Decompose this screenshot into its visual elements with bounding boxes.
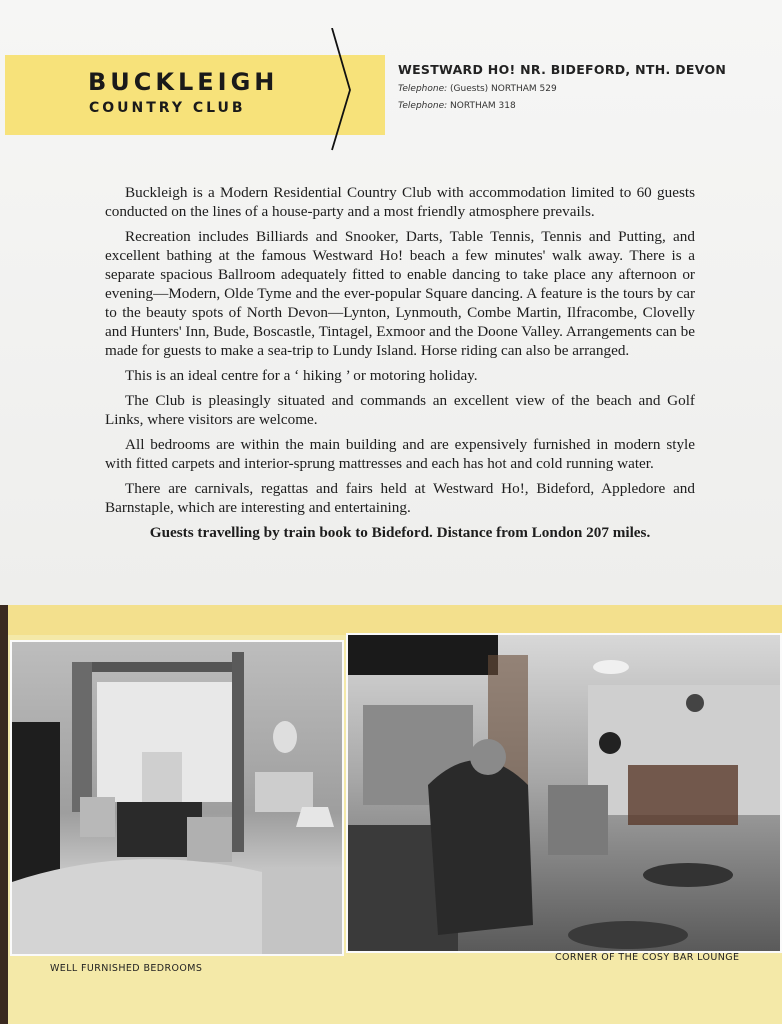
page-edge <box>0 605 8 1024</box>
bar-lounge-illustration <box>348 635 780 951</box>
paragraph: All bedrooms are within the main building and are expensively furnished in modern style with fitted carpets and interior-sprung mattresses and each has hot and cold running water. <box>105 436 695 472</box>
closing-statement: Guests travelling by train book to Bideford. Distance from London 207 miles. <box>149 524 651 541</box>
paragraph: The Club is pleasingly situated and commands an excellent view of the beach and Golf Links, where visitors are welcome. <box>105 392 695 428</box>
telephone-main <box>398 101 516 111</box>
yellow-strip <box>5 605 782 635</box>
body-text <box>105 183 695 548</box>
caption-bedrooms: WELL FURNISHED BEDROOMS <box>50 963 203 974</box>
telephone-label: Telephone: <box>398 101 448 111</box>
telephone-number: (Guests) NORTHAM 529 <box>450 84 557 94</box>
paragraph: There are carnivals, regattas and fairs held at Westward Ho!, Bideford, Appledore and Barnstaple, which are interesting and entertaining. <box>105 480 695 516</box>
photo-bedroom <box>10 640 344 956</box>
photo-bar-lounge <box>346 633 782 953</box>
brand-title: BUCKLEIGH <box>88 68 279 96</box>
bedroom-illustration <box>12 642 342 954</box>
arrow-chevron-icon <box>330 28 354 152</box>
paragraph: Buckleigh is a Modern Residential Country Club with accommodation limited to 60 guests conducted on the lines of a house-party and a most friendly atmosphere prevails. <box>105 184 695 220</box>
telephone-label: Telephone: <box>398 84 448 94</box>
paragraph: Recreation includes Billiards and Snooker, Darts, Table Tennis, Tennis and Putting, and excellent bathing at the famous Westward Ho! beach a few minutes' walk away. There is a separate spacious Ballroom adequately fitted to enable dancing to take place any afternoon or evening—Modern, Olde Tyme and the ever-popular Square dancing. A feature is the tours by car to the beauty spots of North Devon—Lynton, Lynmouth, Combe Martin, Ilfracombe, Clovelly and Hunters' Inn, Bude, Boscastle, Tintagel, Exmoor and the Doone Valley. Arrangements can be made for guests to make a sea-trip to Lundy Island. Horse riding can also be arranged. <box>105 228 695 359</box>
caption-bar-lounge: CORNER OF THE COSY BAR LOUNGE <box>555 952 740 963</box>
brand-subtitle: COUNTRY CLUB <box>89 100 246 116</box>
telephone-guests <box>398 84 557 94</box>
paragraph: This is an ideal centre for a ‘ hiking ’ or motoring holiday. <box>125 367 478 384</box>
telephone-number: NORTHAM 318 <box>450 101 516 111</box>
address: WESTWARD HO! NR. BIDEFORD, NTH. DEVON <box>398 62 727 77</box>
